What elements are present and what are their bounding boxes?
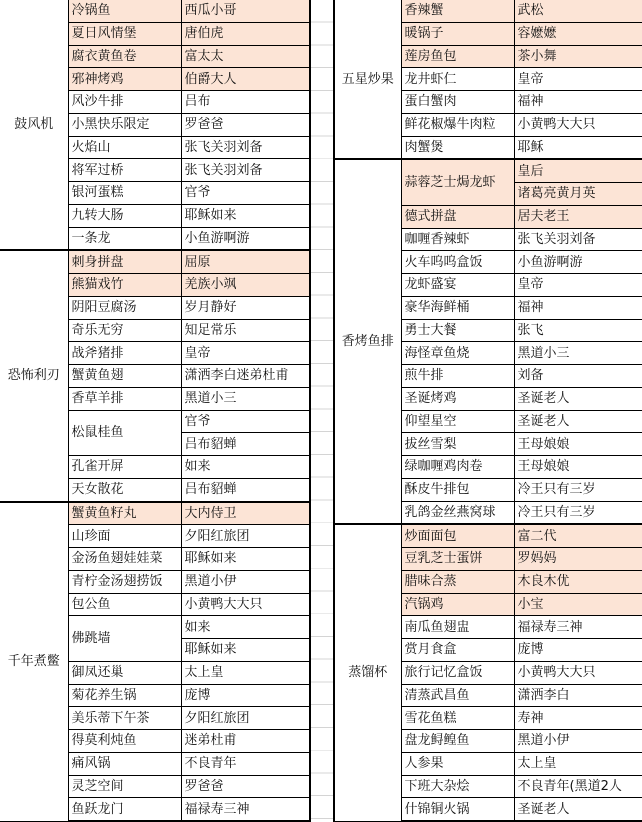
dish-cell[interactable]: 腐衣黄鱼卷 [68, 45, 181, 68]
person-cell[interactable]: 伯爵大人 [181, 68, 310, 91]
dish-cell[interactable]: 九转大肠 [68, 204, 181, 227]
person-cell[interactable]: 木良木优 [514, 570, 642, 593]
dish-cell[interactable]: 阴阳豆腐汤 [68, 296, 181, 319]
dish-cell[interactable]: 孔雀开屏 [68, 456, 181, 479]
dish-cell[interactable]: 菊花养生锅 [68, 684, 181, 707]
person-cell[interactable]: 富二代 [514, 524, 642, 547]
person-cell[interactable]: 容嬷嬷 [514, 22, 642, 45]
dish-cell[interactable]: 南瓜鱼翅盅 [401, 616, 514, 639]
left-dish-table [0, 0, 311, 822]
dish-cell[interactable]: 蒜蓉芝士焗龙虾 [401, 159, 514, 205]
dish-cell[interactable]: 灵芝空间 [68, 775, 181, 798]
person-cell[interactable]: 黑道小伊 [181, 570, 310, 593]
person-cell[interactable]: 庞博 [181, 684, 310, 707]
dish-cell[interactable]: 香草羊排 [68, 387, 181, 410]
dish-cell[interactable]: 鲜花椒爆牛肉粒 [401, 113, 514, 136]
person-cell[interactable]: 皇帝 [514, 274, 642, 297]
person-cell[interactable]: 富太太 [181, 45, 310, 68]
dish-cell[interactable]: 御凤还巢 [68, 661, 181, 684]
person-cell[interactable]: 如来 [181, 456, 310, 479]
dish-cell[interactable]: 邪神烤鸡 [68, 68, 181, 91]
person-cell[interactable]: 吕布貂蝉 [181, 478, 310, 501]
dish-cell[interactable]: 海怪章鱼烧 [401, 342, 514, 365]
person-cell[interactable]: 小鱼游啊游 [181, 227, 310, 250]
dish-cell[interactable]: 战斧猪排 [68, 342, 181, 365]
dish-cell[interactable]: 天女散花 [68, 478, 181, 501]
person-cell[interactable]: 岁月静好 [181, 296, 310, 319]
dish-cell[interactable]: 山珍面 [68, 525, 181, 548]
dish-cell[interactable]: 香辣蟹 [401, 0, 514, 22]
dish-cell[interactable]: 旅行记忆盒饭 [401, 661, 514, 684]
person-cell[interactable]: 圣诞老人 [514, 798, 642, 821]
person-cell[interactable]: 大内侍卫 [181, 502, 310, 525]
dish-cell[interactable]: 龙虾盛宴 [401, 274, 514, 297]
category-cell[interactable]: 恐怖利刃 [0, 250, 68, 501]
dish-cell[interactable]: 佛跳墙 [68, 616, 181, 662]
person-cell[interactable]: 官爷 [181, 410, 310, 433]
dish-cell[interactable]: 一条龙 [68, 227, 181, 250]
person-cell[interactable]: 皇帝 [514, 68, 642, 91]
dish-cell[interactable]: 得莫利炖鱼 [68, 730, 181, 753]
person-cell[interactable]: 诸葛亮黄月英 [514, 183, 642, 206]
dish-cell[interactable]: 仰望星空 [401, 410, 514, 433]
dish-cell[interactable]: 肉蟹煲 [401, 136, 514, 159]
dish-cell[interactable]: 松鼠桂鱼 [68, 410, 181, 456]
dish-cell[interactable]: 下班大杂烩 [401, 775, 514, 798]
category-cell[interactable]: 千年煮鳖 [0, 502, 68, 822]
dish-cell[interactable]: 清蒸武昌鱼 [401, 684, 514, 707]
person-cell[interactable]: 圣诞老人 [514, 387, 642, 410]
person-cell[interactable]: 吕布 [181, 91, 310, 114]
dish-cell[interactable]: 汽锅鸡 [401, 593, 514, 616]
dish-cell[interactable]: 鱼跃龙门 [68, 798, 181, 821]
person-cell[interactable]: 罗爸爸 [181, 775, 310, 798]
table-row [334, 0, 642, 22]
category-cell[interactable]: 鼓风机 [0, 0, 68, 250]
dish-cell[interactable]: 勇士大餐 [401, 319, 514, 342]
person-cell[interactable]: 张飞 [514, 319, 642, 342]
person-cell[interactable]: 冷王只有三岁 [514, 501, 642, 524]
person-cell[interactable]: 夕阳红旅团 [181, 525, 310, 548]
table-row [334, 159, 642, 182]
dish-cell[interactable]: 蛋白蟹肉 [401, 91, 514, 114]
dish-cell[interactable]: 包公鱼 [68, 593, 181, 616]
person-cell[interactable]: 夕阳红旅团 [181, 707, 310, 730]
right-dish-table [333, 0, 642, 822]
person-cell[interactable]: 屈原 [181, 250, 310, 273]
dish-cell[interactable]: 冷锅鱼 [68, 0, 181, 22]
dish-cell[interactable]: 银河蛋糕 [68, 182, 181, 205]
person-cell[interactable]: 潇洒李白迷弟杜甫 [181, 365, 310, 388]
person-cell[interactable]: 太上皇 [181, 661, 310, 684]
dish-cell[interactable]: 酥皮牛排包 [401, 478, 514, 501]
person-cell[interactable]: 庞博 [514, 639, 642, 662]
table-row [0, 250, 310, 273]
dish-cell[interactable]: 暖锅子 [401, 22, 514, 45]
dish-cell[interactable]: 豪华海鲜桶 [401, 296, 514, 319]
dish-cell[interactable]: 什锦铜火锅 [401, 798, 514, 821]
dish-cell[interactable]: 盘龙鲟鳇鱼 [401, 730, 514, 753]
person-cell[interactable]: 耶稣 [514, 136, 642, 159]
person-cell[interactable]: 福禄寿三神 [514, 616, 642, 639]
dish-cell[interactable]: 绿咖喱鸡肉卷 [401, 456, 514, 479]
dish-cell[interactable]: 炒面面包 [401, 524, 514, 547]
dish-cell[interactable]: 豆乳芝士蛋饼 [401, 548, 514, 571]
person-cell[interactable]: 西瓜小哥 [181, 0, 310, 22]
person-cell[interactable]: 罗爸爸 [181, 113, 310, 136]
dish-cell[interactable]: 风沙牛排 [68, 91, 181, 114]
person-cell[interactable]: 小黄鸭大大只 [514, 661, 642, 684]
table-row [0, 0, 310, 22]
dish-cell[interactable]: 美乐蒂下午茶 [68, 707, 181, 730]
person-cell[interactable]: 耶稣如来 [181, 639, 310, 662]
person-cell[interactable]: 圣诞老人 [514, 410, 642, 433]
dish-cell[interactable]: 咖喱香辣虾 [401, 228, 514, 251]
dish-cell[interactable]: 莲房鱼包 [401, 45, 514, 68]
dish-cell[interactable]: 赏月食盒 [401, 639, 514, 662]
person-cell[interactable]: 福禄寿三神 [181, 798, 310, 821]
dish-cell[interactable]: 小黑快乐限定 [68, 113, 181, 136]
person-cell[interactable]: 王母娘娘 [514, 456, 642, 479]
dish-cell[interactable]: 蟹黄鱼籽丸 [68, 502, 181, 525]
dish-cell[interactable]: 金汤鱼翅娃娃菜 [68, 548, 181, 571]
person-cell[interactable]: 张飞关羽刘备 [181, 159, 310, 182]
dish-cell[interactable]: 蟹黄鱼翅 [68, 365, 181, 388]
dish-cell[interactable]: 乳鸽金丝燕窝球 [401, 501, 514, 524]
dish-cell[interactable]: 腊味合蒸 [401, 570, 514, 593]
person-cell[interactable]: 耶稣如来 [181, 204, 310, 227]
person-cell[interactable]: 居夫老王 [514, 205, 642, 228]
dish-cell[interactable]: 痛风锅 [68, 752, 181, 775]
category-cell[interactable]: 香烤鱼排 [334, 159, 401, 524]
person-cell[interactable]: 不良青年 [181, 752, 310, 775]
person-cell[interactable]: 知足常乐 [181, 319, 310, 342]
person-cell[interactable]: 皇帝 [181, 342, 310, 365]
person-cell[interactable]: 羌族小飒 [181, 274, 310, 297]
person-cell[interactable]: 小黄鸭大大只 [514, 113, 642, 136]
dish-cell[interactable]: 火焰山 [68, 136, 181, 159]
person-cell[interactable]: 寿神 [514, 707, 642, 730]
person-cell[interactable]: 黑道小三 [181, 387, 310, 410]
person-cell[interactable]: 茶小舞 [514, 45, 642, 68]
person-cell[interactable]: 张飞关羽刘备 [514, 228, 642, 251]
dish-cell[interactable]: 刺身拼盘 [68, 250, 181, 273]
table-row [0, 502, 310, 525]
dish-cell[interactable]: 龙井虾仁 [401, 68, 514, 91]
dish-cell[interactable]: 德式拼盘 [401, 205, 514, 228]
dish-cell[interactable]: 青柠金汤翅捞饭 [68, 570, 181, 593]
person-cell[interactable]: 刘备 [514, 365, 642, 388]
person-cell[interactable]: 武松 [514, 0, 642, 22]
person-cell[interactable]: 小鱼游啊游 [514, 251, 642, 274]
person-cell[interactable]: 不良青年(黑道2人 [514, 775, 642, 798]
empty-grid-gap [310, 0, 333, 819]
person-cell[interactable]: 黑道小伊 [514, 730, 642, 753]
person-cell[interactable]: 吕布貂蝉 [181, 433, 310, 456]
person-cell[interactable]: 潇洒李白 [514, 684, 642, 707]
category-cell[interactable]: 蒸馏杯 [334, 524, 401, 821]
person-cell[interactable]: 如来 [181, 616, 310, 639]
person-cell[interactable]: 冷王只有三岁 [514, 478, 642, 501]
person-cell[interactable]: 官爷 [181, 182, 310, 205]
dish-cell[interactable]: 火车呜呜盒饭 [401, 251, 514, 274]
person-cell[interactable]: 福神 [514, 296, 642, 319]
person-cell[interactable]: 小黄鸭大大只 [181, 593, 310, 616]
dish-cell[interactable]: 拔丝雪梨 [401, 433, 514, 456]
person-cell[interactable]: 唐伯虎 [181, 22, 310, 45]
person-cell[interactable]: 张飞关羽刘备 [181, 136, 310, 159]
person-cell[interactable]: 罗妈妈 [514, 548, 642, 571]
person-cell[interactable]: 黑道小三 [514, 342, 642, 365]
table-row [334, 524, 642, 547]
dish-cell[interactable]: 夏日风情堡 [68, 22, 181, 45]
person-cell[interactable]: 太上皇 [514, 752, 642, 775]
category-cell[interactable]: 五星炒果 [334, 0, 401, 159]
dish-cell[interactable]: 人参果 [401, 752, 514, 775]
person-cell[interactable]: 耶稣如来 [181, 548, 310, 571]
person-cell[interactable]: 迷弟杜甫 [181, 730, 310, 753]
dish-cell[interactable]: 圣诞烤鸡 [401, 387, 514, 410]
person-cell[interactable]: 王母娘娘 [514, 433, 642, 456]
dish-cell[interactable]: 雪花鱼糕 [401, 707, 514, 730]
dish-cell[interactable]: 奇乐无穷 [68, 319, 181, 342]
person-cell[interactable]: 福神 [514, 91, 642, 114]
person-cell[interactable]: 皇后 [514, 159, 642, 182]
person-cell[interactable]: 小宝 [514, 593, 642, 616]
dish-cell[interactable]: 将军过桥 [68, 159, 181, 182]
dish-cell[interactable]: 煎牛排 [401, 365, 514, 388]
dish-cell[interactable]: 熊猫戏竹 [68, 274, 181, 297]
